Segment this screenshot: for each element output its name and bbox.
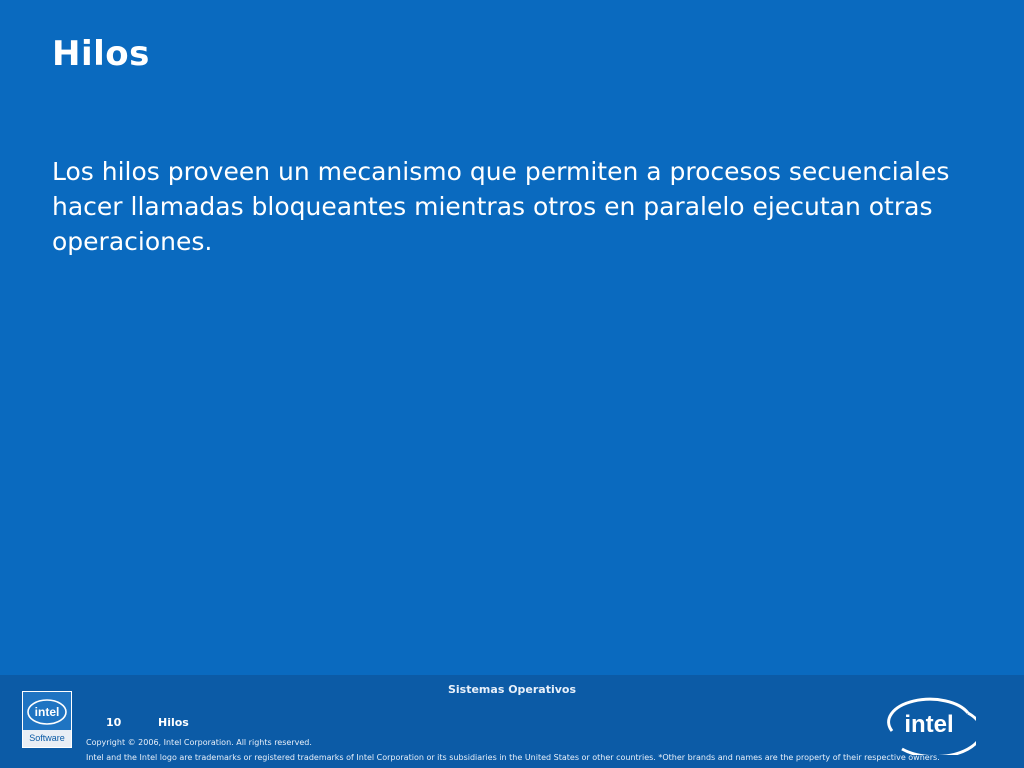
intel-badge-mark <box>23 692 71 730</box>
slide-title: Hilos <box>52 34 150 74</box>
footer-slide-name: Hilos <box>158 716 189 729</box>
intel-logo-icon <box>882 691 976 755</box>
logo-brand-text: intel <box>904 711 954 738</box>
course-title: Sistemas Operativos <box>447 683 577 696</box>
badge-brand-text: intel <box>34 705 60 719</box>
trademark-text: Intel and the Intel logo are trademarks or registered trademarks of Intel Corporation or its subsidiaries in the United States or other countries. *Other brands and names are the property of their respective owners. <box>86 753 940 762</box>
copyright-text: Copyright © 2006, Intel Corporation. All rights reserved. <box>86 738 312 747</box>
intel-software-badge-icon <box>22 691 72 748</box>
slide-number: 10 <box>106 716 122 729</box>
slide-footer <box>0 675 1024 768</box>
badge-software-label: Software <box>23 730 71 747</box>
slide-body-text: Los hilos proveen un mecanismo que permiten a procesos secuenciales hacer llamadas bloqueantes mientras otros en paralelo ejecutan otras operaciones. <box>52 157 950 256</box>
